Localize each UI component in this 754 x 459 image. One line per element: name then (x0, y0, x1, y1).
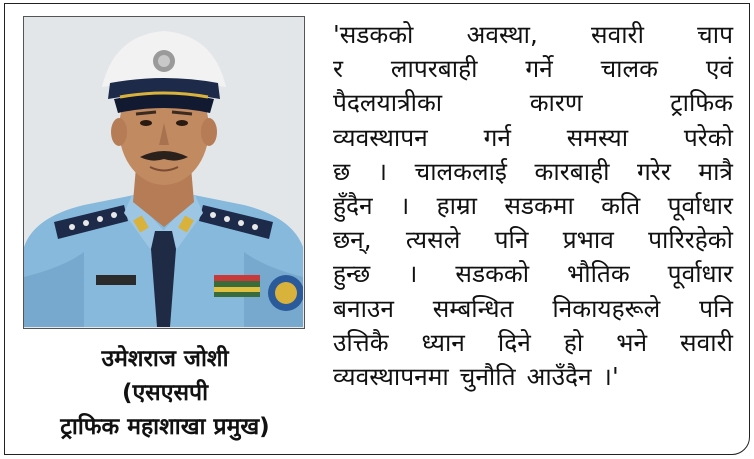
quote-word: प्रभाव (562, 225, 614, 255)
quote-word: एवं (705, 54, 733, 84)
quote-word: हुँदैन (333, 190, 373, 220)
quote-line (333, 155, 733, 189)
quote-word: हो (563, 327, 584, 357)
quote-word: भने (616, 327, 648, 357)
quote-word: हाम्रा (436, 190, 477, 220)
quote-word: गरेर (637, 156, 671, 186)
quote-word: भौतिक (567, 259, 630, 289)
quote-word: कति (601, 190, 641, 220)
quote-word: अवस्था, (466, 20, 538, 49)
quote-word: पारिरहेको (648, 225, 733, 255)
quote-text (333, 18, 733, 394)
quote-line (333, 86, 733, 120)
portrait-photo (23, 16, 305, 329)
news-quote-card (4, 3, 750, 455)
quote-word: पूर्वाधार (667, 259, 733, 289)
quote-word: सवारी (680, 327, 733, 357)
quote-word: र (333, 54, 344, 84)
quote-word: ध्यान (421, 327, 465, 357)
quote-word: चुनौति (459, 361, 516, 391)
quote-word: । (399, 190, 410, 220)
quote-word: सवारी (591, 20, 644, 49)
quote-word: । (377, 156, 388, 186)
portrait-illustration (24, 17, 303, 327)
quote-word: चालकलाई (414, 156, 507, 186)
photo-caption (15, 342, 315, 444)
quote-word: हुन्छ (333, 259, 371, 289)
quote-word: व्यवस्थापनमा (333, 361, 449, 391)
quote-line (333, 18, 733, 52)
quote-word: गर्न (483, 122, 511, 152)
quote-word: सम्बन्धित (432, 293, 514, 323)
quote-word: सडकमा (504, 190, 574, 220)
quote-line (333, 189, 733, 223)
quote-line (333, 326, 733, 360)
quote-word: । (408, 259, 418, 289)
quote-word: पैदलयात्रीका (333, 88, 443, 118)
quote-word: लापरबाही (390, 54, 478, 84)
quote-word: व्यवस्थापन (333, 122, 428, 152)
quote-word: परेको (683, 122, 733, 152)
quote-word: निकायहरूले (552, 293, 661, 323)
quote-word: पूर्वाधार (667, 190, 733, 220)
quote-word: पनि (699, 293, 733, 323)
quote-word: कारबाही (534, 156, 610, 186)
quote-line (333, 52, 733, 86)
quote-word: 'सडकको (333, 20, 414, 49)
quote-word: कारण (529, 88, 583, 118)
quote-line (333, 292, 733, 326)
person-rank: (एसएसपी (121, 380, 209, 406)
quote-word: ।' (602, 361, 619, 391)
quote-word: त्यसले (405, 225, 461, 255)
quote-line (333, 360, 733, 394)
quote-line (333, 223, 733, 257)
quote-word: दिने (497, 327, 531, 357)
quote-word: ट्राफिक (670, 88, 733, 118)
quote-word: समस्या (566, 122, 629, 152)
quote-word: आउँदैन (526, 361, 592, 391)
quote-word: सडकको (455, 259, 530, 289)
quote-word: मात्रै (698, 156, 733, 186)
quote-word: बनाउन (333, 293, 394, 323)
quote-word: गर्ने (525, 54, 553, 84)
quote-word: उत्तिकै (333, 327, 389, 357)
quote-line (333, 121, 733, 155)
quote-line (333, 257, 733, 291)
quote-word: पनि (494, 225, 529, 255)
person-office: ट्राफिक महाशाखा प्रमुख) (60, 414, 270, 440)
quote-word: छन्, (333, 225, 372, 255)
quote-word: चालक (600, 54, 658, 84)
quote-word: छ (333, 156, 351, 186)
person-name: उमेशराज जोशी (101, 346, 229, 372)
quote-word: चाप (697, 20, 733, 49)
